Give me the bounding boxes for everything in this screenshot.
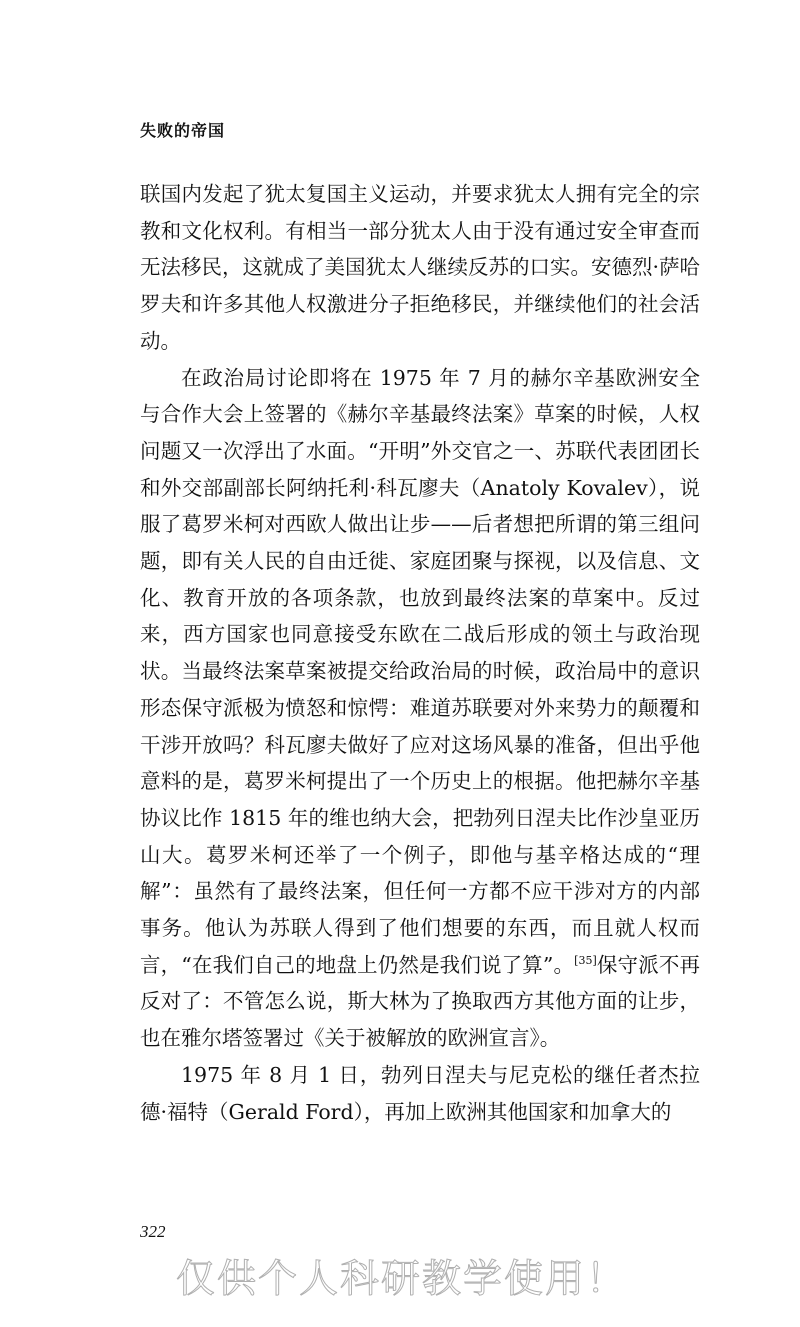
paragraph-1: 联国内发起了犹太复国主义运动，并要求犹太人拥有完全的宗教和文化权利。有相当一部分犹太人由于没有通过安全审查而无法移民，这就成了美国犹太人继续反苏的口实。安德烈·萨哈罗夫和许多其他人权激进分子拒绝移民，并继续他们的社会活动。 bbox=[140, 182, 701, 353]
paragraph-2-text: 在政治局讨论即将在 1975 年 7 月的赫尔辛基欧洲安全与合作大会上签署的《赫尔辛基最终法案》草案的时候，人权问题又一次浮出了水面。“开明”外交官之一、苏联代表团团长和外交部副部长阿纳托利·科瓦廖夫（Anatoly Kovalev），说服了葛罗米柯对西欧人做出让步——后者想把所谓的第三组问题，即有关人民的自由迁徙、家庭团聚与探视，以及信息、文化、教育开放的各项条款，也放到最终法案的草案中。反过来，西方国家也同意接受东欧在二战后形成的领土与政治现状。当最终法案草案被提交给政治局的时候，政治局中的意识形态保守派极为愤怒和惊愕：难道苏联要对外来势力的颠覆和干涉开放吗？科瓦廖夫做好了应对这场风暴的准备，但出乎他意料的是，葛罗米柯提出了一个历史上的根据。他把赫尔辛基协议比作 1815 年的维也纳大会，把勃列日涅夫比作沙皇亚历山大。葛罗米柯还举了一个例子，即他与基辛格达成的“理解”：虽然有了最终法案，但任何一方都不应干涉对方的内部事务。他认为苏联人得到了他们想要的东西，而且就人权而言，“在我们自己的地盘上仍然是我们说了算”。 bbox=[140, 365, 700, 977]
watermark: 仅供个人科研教学使用！ bbox=[176, 1257, 628, 1302]
footnote-marker-35: [35] bbox=[574, 953, 597, 967]
paragraph-3: 1975 年 8 月 1 日，勃列日涅夫与尼克松的继任者杰拉德·福特（Gerald Ford），再加上欧洲其他国家和加拿大的 bbox=[140, 1062, 700, 1124]
running-head-title: 失败的帝国 bbox=[140, 121, 226, 140]
paragraph-2 bbox=[140, 360, 700, 1057]
page-number: 322 bbox=[140, 1222, 166, 1241]
body-text bbox=[140, 176, 700, 1130]
paragraph-2-text-continued: 保守派不再反对了：不管怎么说，斯大林为了换取西方其他方面的让步，也在雅尔塔签署过《关于被解放的欧洲宣言》。 bbox=[140, 952, 700, 1051]
